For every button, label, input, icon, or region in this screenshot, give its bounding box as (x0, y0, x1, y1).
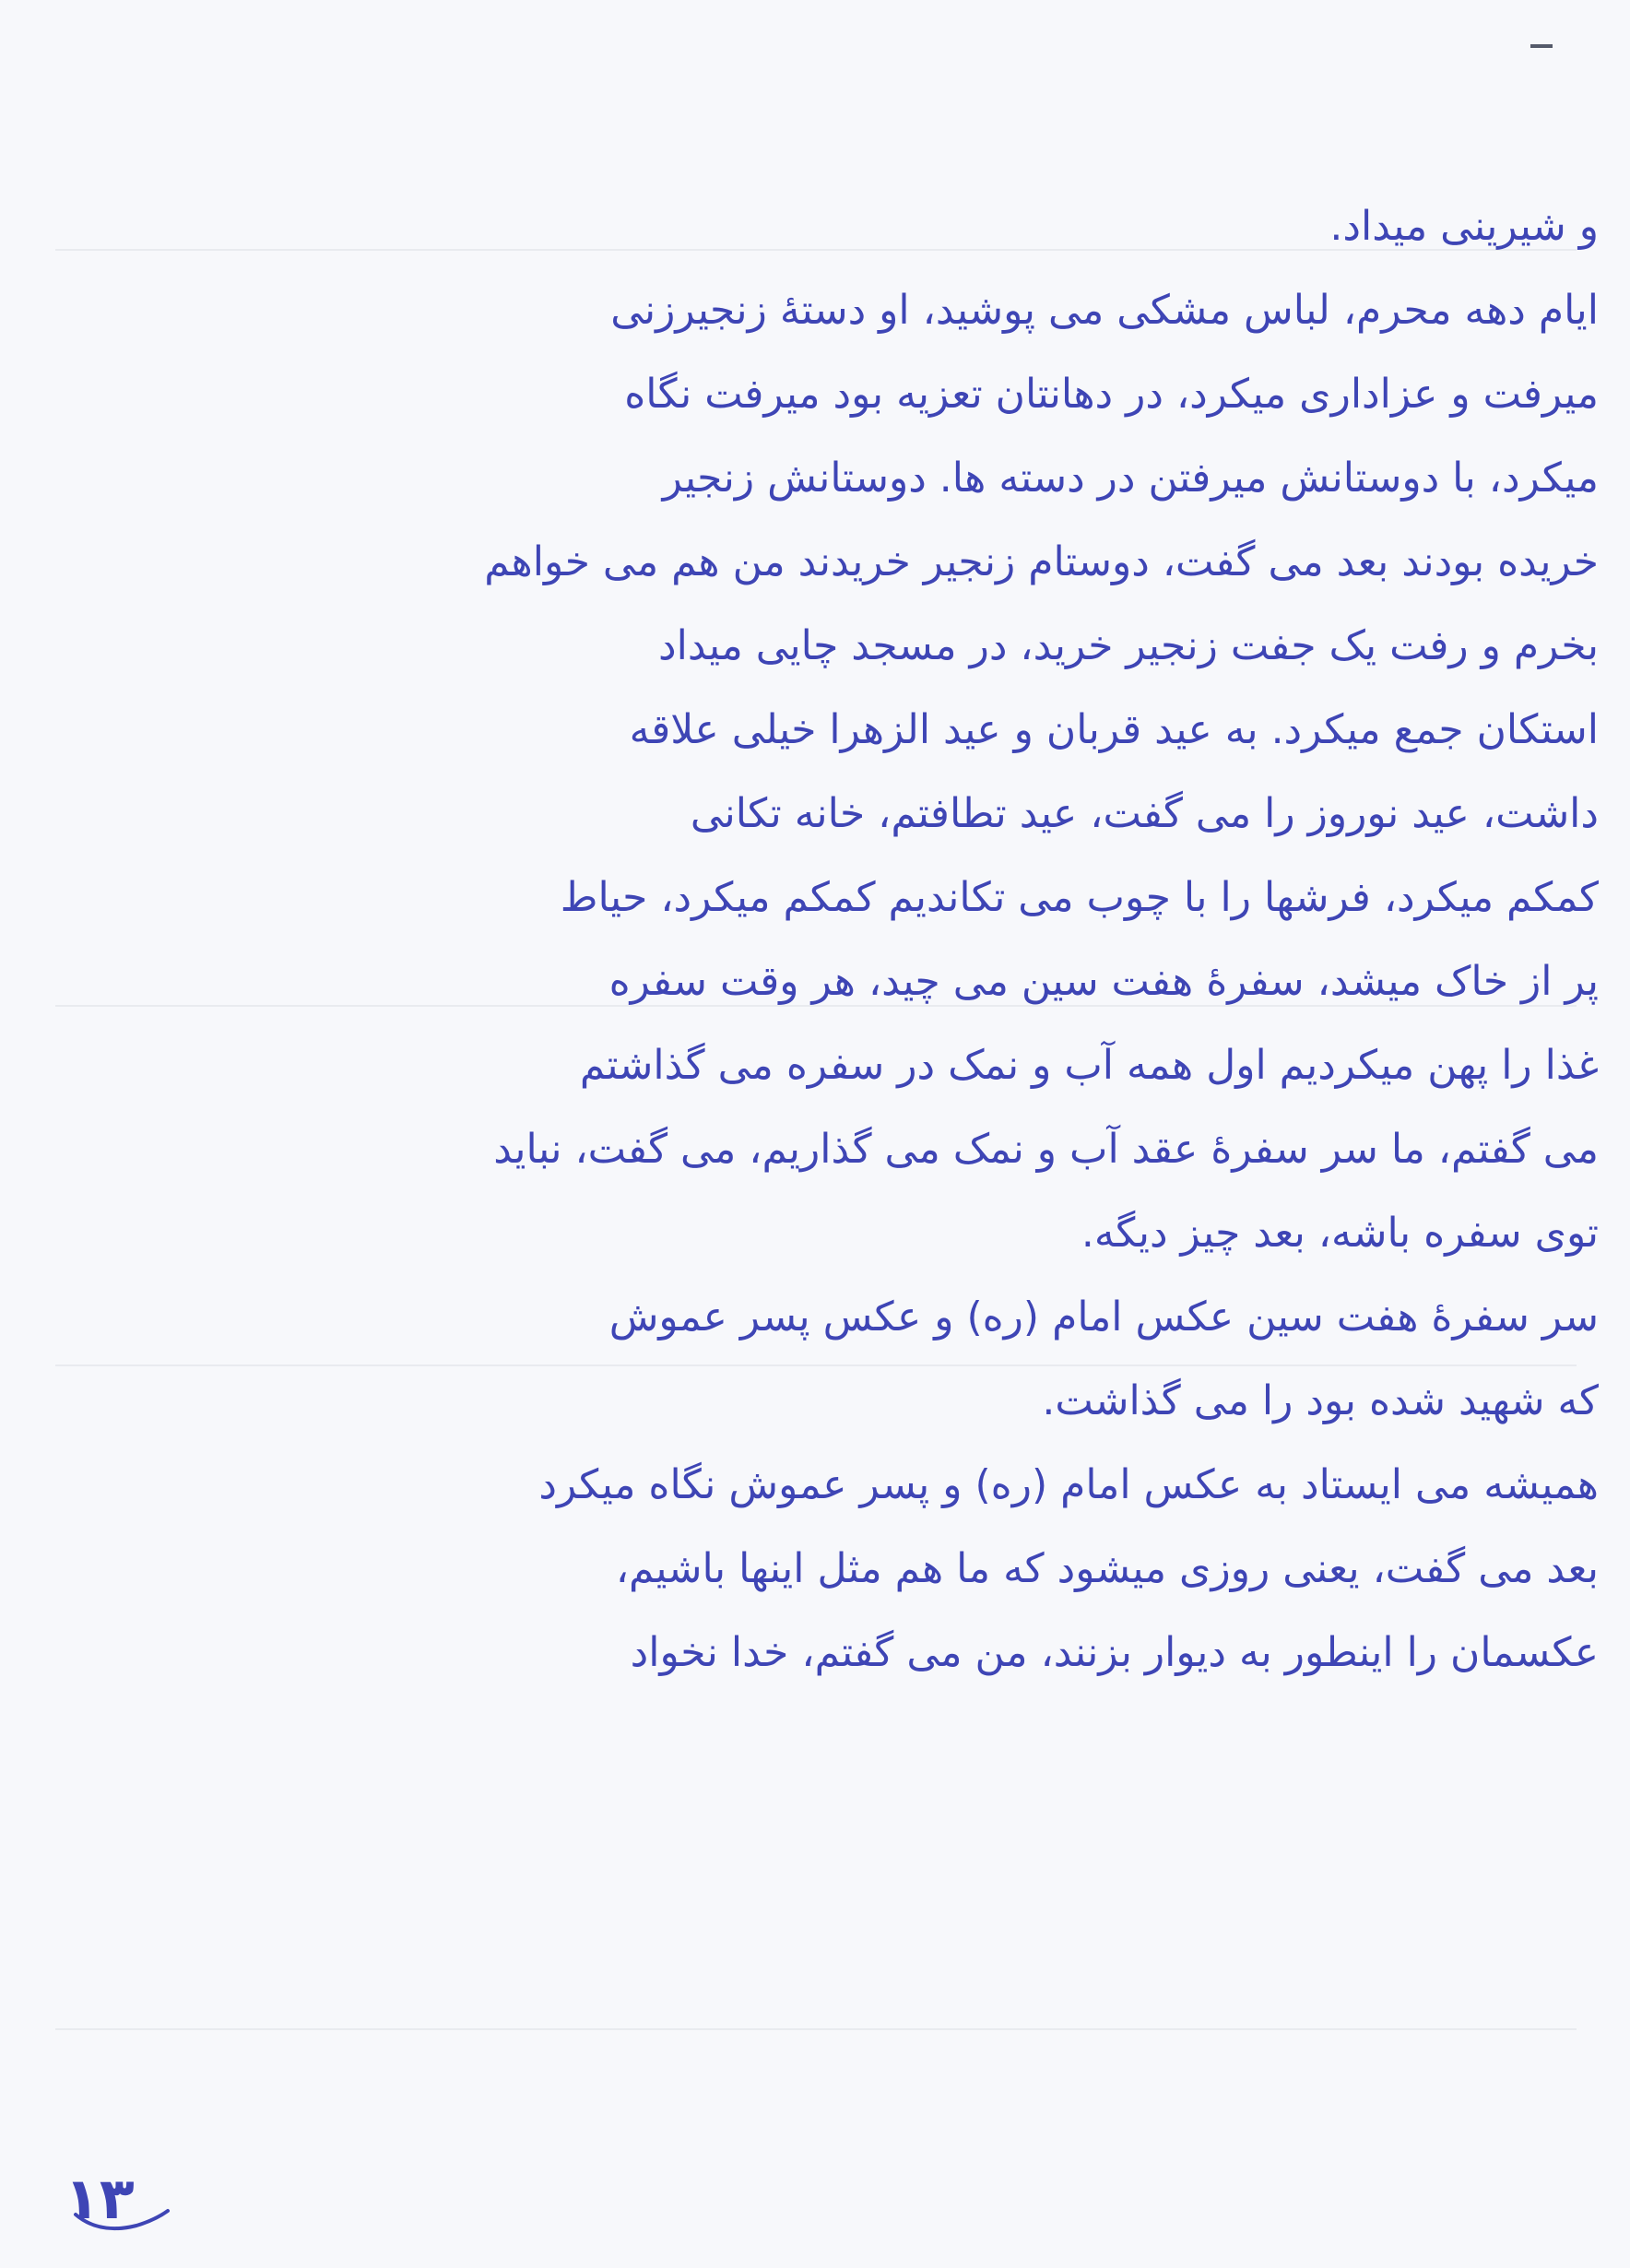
text-line: همیشه می ایستاد به عکس امام (ره) و پسر عموش نگاه میکرد (538, 1461, 1599, 1508)
text-line: بعد می گفت، یعنی روزی میشود که ما هم مثل اینها باشیم، (615, 1545, 1599, 1592)
text-line: و شیرینی میداد. (1329, 203, 1599, 250)
text-line: غذا را پهن میکردیم اول همه آب و نمک در سفره می گذاشتم (579, 1042, 1599, 1089)
text-line: میرفت و عزاداری میکرد، در دهانتان تعزیه بود میرفت نگاه (624, 371, 1599, 418)
text-line: کمکم میکرد، فرشها را با چوب می تکاندیم کمکم میکرد، حیاط (560, 874, 1599, 921)
text-line: داشت، عید نوروز را می گفت، عید تطافتم، خانه تکانی (690, 790, 1599, 837)
faint-bleedthrough-line (55, 2028, 1577, 2030)
text-line: بخرم و رفت یک جفت زنجیر خرید، در مسجد چایی میداد (658, 622, 1599, 669)
text-line: توی سفره باشه، بعد چیز دیگه. (1081, 1210, 1599, 1257)
text-line: پر از خاک میشد، سفرهٔ هفت سین می چید، هر وقت سفره (608, 958, 1599, 1005)
text-line: عکسمان را اینطور به دیوار بزنند، من می گفتم، خدا نخواد (630, 1629, 1599, 1676)
page-number-underline-icon (72, 2205, 173, 2237)
text-line: می گفتم، ما سر سفرهٔ عقد آب و نمک می گذاریم، می گفت، نباید (493, 1126, 1599, 1173)
text-line: ایام دهه محرم، لباس مشکی می پوشید، او دستهٔ زنجیرزنی (610, 287, 1599, 334)
text-line: خریده بودند بعد می گفت، دوستام زنجیر خریدند من هم می خواهم (484, 538, 1599, 585)
text-line: میکرد، با دوستانش میرفتن در دسته ها. دوستانش زنجیر (662, 455, 1599, 502)
corner-pen-mark (1530, 44, 1553, 48)
text-line: سر سفرهٔ هفت سین عکس امام (ره) و عکس پسر عموش (608, 1293, 1599, 1341)
page-number: ۱۳ (65, 2165, 135, 2232)
handwritten-text-body (31, 184, 1599, 1695)
text-line: استکان جمع میکرد. به عید قربان و عید الزهرا خیلی علاقه (629, 706, 1599, 753)
text-line: که شهید شده بود را می گذاشت. (1042, 1377, 1599, 1424)
